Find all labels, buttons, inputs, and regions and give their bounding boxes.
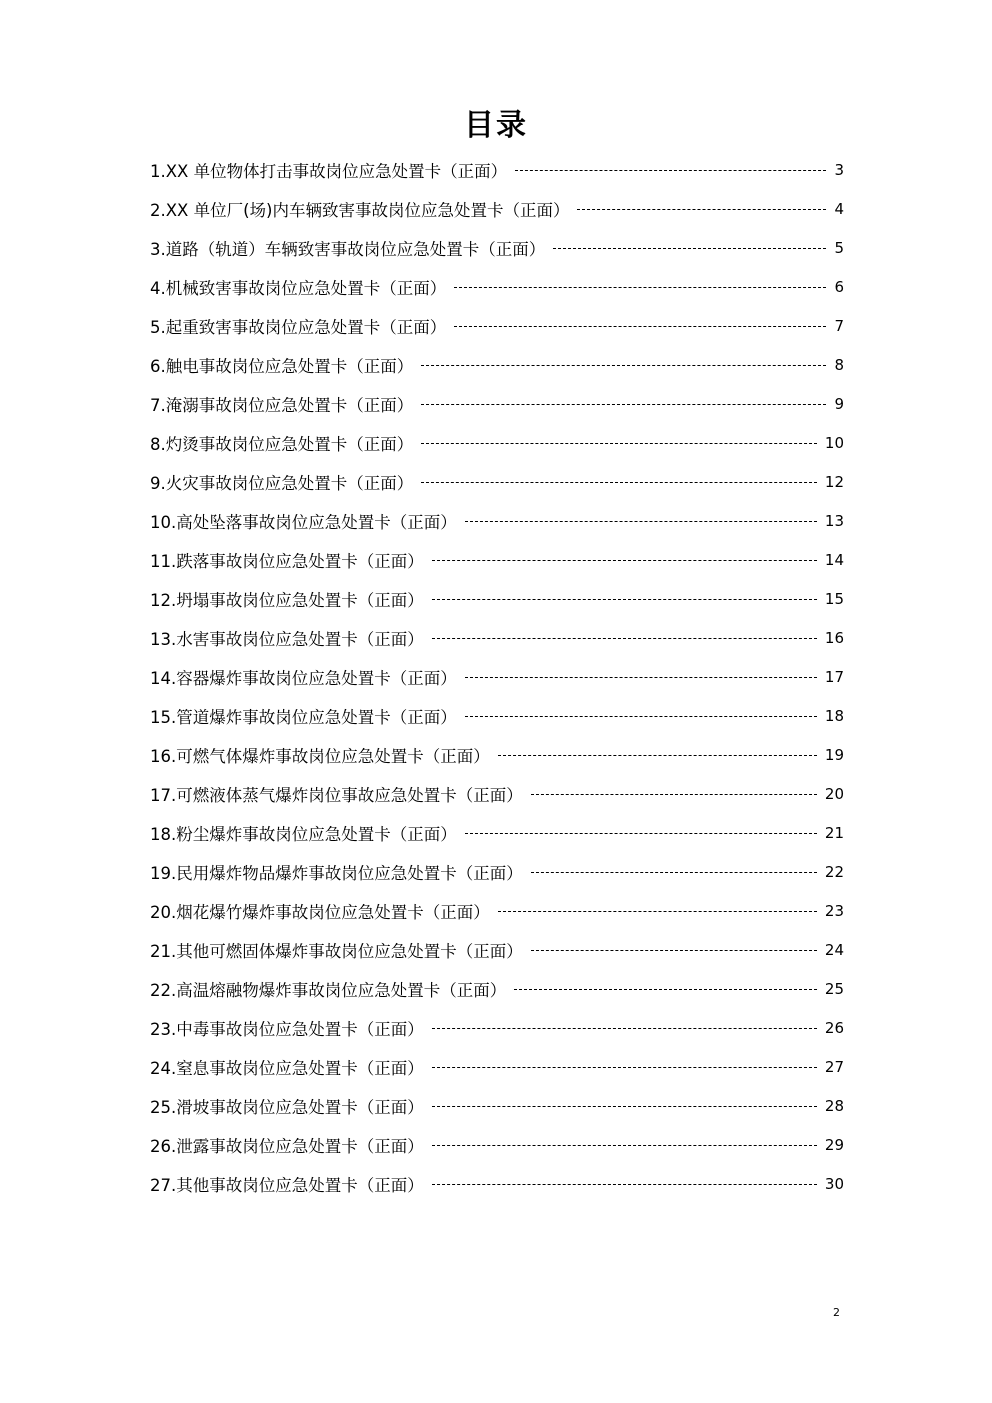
toc-entry[interactable] — [150, 150, 844, 189]
toc-entry[interactable] — [150, 657, 844, 696]
toc-entry[interactable] — [150, 267, 844, 306]
toc-entry-page: 5 — [834, 238, 844, 257]
toc-entry[interactable] — [150, 813, 844, 852]
toc-entry[interactable] — [150, 1086, 844, 1125]
toc-entry-page: 22 — [824, 862, 844, 881]
toc-entry-label: 15.管道爆炸事故岗位应急处置卡（正面） — [150, 707, 457, 727]
toc-leader-line — [514, 989, 817, 990]
toc-entry-page: 25 — [824, 979, 844, 998]
toc-entry[interactable] — [150, 540, 844, 579]
toc-entry-page: 30 — [824, 1174, 844, 1193]
toc-entry-label: 10.高处坠落事故岗位应急处置卡（正面） — [150, 512, 457, 532]
toc-entry-page: 10 — [824, 433, 844, 452]
toc-leader-line — [432, 1184, 817, 1185]
toc-entry-label: 6.触电事故岗位应急处置卡（正面） — [150, 356, 414, 376]
toc-entry-page: 14 — [824, 550, 844, 569]
toc-leader-line — [432, 560, 817, 561]
toc-leader-line — [432, 1028, 817, 1029]
toc-leader-line — [515, 170, 826, 171]
toc-entry[interactable] — [150, 228, 844, 267]
toc-leader-line — [465, 521, 817, 522]
toc-leader-line — [465, 833, 817, 834]
toc-entry-page: 20 — [824, 784, 844, 803]
toc-entry-page: 4 — [834, 199, 844, 218]
toc-entry[interactable] — [150, 735, 844, 774]
toc-leader-line — [432, 638, 817, 639]
toc-leader-line — [531, 950, 817, 951]
toc-entry-page: 19 — [824, 745, 844, 764]
toc-leader-line — [421, 482, 817, 483]
toc-entry-label: 24.窒息事故岗位应急处置卡（正面） — [150, 1058, 424, 1078]
toc-entry[interactable] — [150, 852, 844, 891]
toc-leader-line — [465, 677, 817, 678]
toc-entry-label: 1.XX 单位物体打击事故岗位应急处置卡（正面） — [150, 161, 508, 181]
toc-entry[interactable] — [150, 774, 844, 813]
toc-leader-line — [432, 1145, 817, 1146]
toc-entry-page: 13 — [824, 511, 844, 530]
toc-entry[interactable] — [150, 1047, 844, 1086]
toc-entry-page: 15 — [824, 589, 844, 608]
toc-entry[interactable] — [150, 1008, 844, 1047]
toc-entry-label: 18.粉尘爆炸事故岗位应急处置卡（正面） — [150, 824, 457, 844]
table-of-contents — [150, 150, 844, 1203]
toc-leader-line — [531, 872, 817, 873]
toc-entry[interactable] — [150, 345, 844, 384]
toc-leader-line — [421, 443, 817, 444]
toc-entry-label: 17.可燃液体蒸气爆炸岗位事故应急处置卡（正面） — [150, 785, 523, 805]
toc-leader-line — [577, 209, 826, 210]
toc-entry-page: 7 — [834, 316, 844, 335]
toc-entry-label: 19.民用爆炸物品爆炸事故岗位应急处置卡（正面） — [150, 863, 523, 883]
toc-entry-page: 23 — [824, 901, 844, 920]
toc-entry-page: 24 — [824, 940, 844, 959]
toc-entry-label: 23.中毒事故岗位应急处置卡（正面） — [150, 1019, 424, 1039]
toc-entry-page: 28 — [824, 1096, 844, 1115]
toc-entry-label: 12.坍塌事故岗位应急处置卡（正面） — [150, 590, 424, 610]
toc-leader-line — [432, 1106, 817, 1107]
toc-leader-line — [421, 365, 826, 366]
toc-leader-line — [465, 716, 817, 717]
toc-entry-page: 26 — [824, 1018, 844, 1037]
toc-entry-label: 7.淹溺事故岗位应急处置卡（正面） — [150, 395, 414, 415]
toc-entry-label: 8.灼烫事故岗位应急处置卡（正面） — [150, 434, 414, 454]
toc-entry[interactable] — [150, 462, 844, 501]
toc-leader-line — [432, 599, 817, 600]
toc-entry-label: 5.起重致害事故岗位应急处置卡（正面） — [150, 317, 447, 337]
toc-entry[interactable] — [150, 306, 844, 345]
toc-entry-label: 20.烟花爆竹爆炸事故岗位应急处置卡（正面） — [150, 902, 490, 922]
toc-leader-line — [454, 326, 826, 327]
toc-entry-page: 16 — [824, 628, 844, 647]
toc-leader-line — [432, 1067, 817, 1068]
toc-entry-label: 2.XX 单位厂(场)内车辆致害事故岗位应急处置卡（正面） — [150, 200, 570, 220]
toc-entry-label: 22.高温熔融物爆炸事故岗位应急处置卡（正面） — [150, 980, 507, 1000]
toc-entry-label: 11.跌落事故岗位应急处置卡（正面） — [150, 551, 424, 571]
toc-entry-label: 21.其他可燃固体爆炸事故岗位应急处置卡（正面） — [150, 941, 523, 961]
toc-leader-line — [498, 911, 817, 912]
toc-entry[interactable] — [150, 423, 844, 462]
toc-entry[interactable] — [150, 1125, 844, 1164]
toc-entry-label: 26.泄露事故岗位应急处置卡（正面） — [150, 1136, 424, 1156]
toc-entry-page: 6 — [834, 277, 844, 296]
toc-leader-line — [553, 248, 826, 249]
toc-entry-label: 27.其他事故岗位应急处置卡（正面） — [150, 1175, 424, 1195]
toc-entry[interactable] — [150, 384, 844, 423]
toc-leader-line — [454, 287, 826, 288]
toc-entry-label: 14.容器爆炸事故岗位应急处置卡（正面） — [150, 668, 457, 688]
page-number: 2 — [833, 1306, 840, 1319]
toc-leader-line — [498, 755, 817, 756]
toc-entry-page: 17 — [824, 667, 844, 686]
toc-leader-line — [421, 404, 826, 405]
toc-entry[interactable] — [150, 618, 844, 657]
toc-leader-line — [531, 794, 817, 795]
toc-entry-label: 9.火灾事故岗位应急处置卡（正面） — [150, 473, 414, 493]
toc-entry-label: 16.可燃气体爆炸事故岗位应急处置卡（正面） — [150, 746, 490, 766]
toc-entry-page: 12 — [824, 472, 844, 491]
document-title: 目录 — [464, 108, 528, 143]
toc-entry-page: 27 — [824, 1057, 844, 1076]
toc-entry[interactable] — [150, 969, 844, 1008]
toc-entry-label: 3.道路（轨道）车辆致害事故岗位应急处置卡（正面） — [150, 239, 546, 259]
toc-entry-label: 13.水害事故岗位应急处置卡（正面） — [150, 629, 424, 649]
toc-entry[interactable] — [150, 501, 844, 540]
toc-entry-page: 21 — [824, 823, 844, 842]
toc-entry-page: 9 — [834, 394, 844, 413]
toc-entry[interactable] — [150, 696, 844, 735]
toc-entry[interactable] — [150, 189, 844, 228]
toc-entry[interactable] — [150, 891, 844, 930]
toc-entry-page: 8 — [834, 355, 844, 374]
toc-entry[interactable] — [150, 579, 844, 618]
toc-entry-page: 18 — [824, 706, 844, 725]
toc-entry[interactable] — [150, 930, 844, 969]
toc-entry[interactable] — [150, 1164, 844, 1203]
toc-entry-label: 4.机械致害事故岗位应急处置卡（正面） — [150, 278, 447, 298]
toc-entry-label: 25.滑坡事故岗位应急处置卡（正面） — [150, 1097, 424, 1117]
toc-entry-page: 3 — [834, 160, 844, 179]
toc-entry-page: 29 — [824, 1135, 844, 1154]
